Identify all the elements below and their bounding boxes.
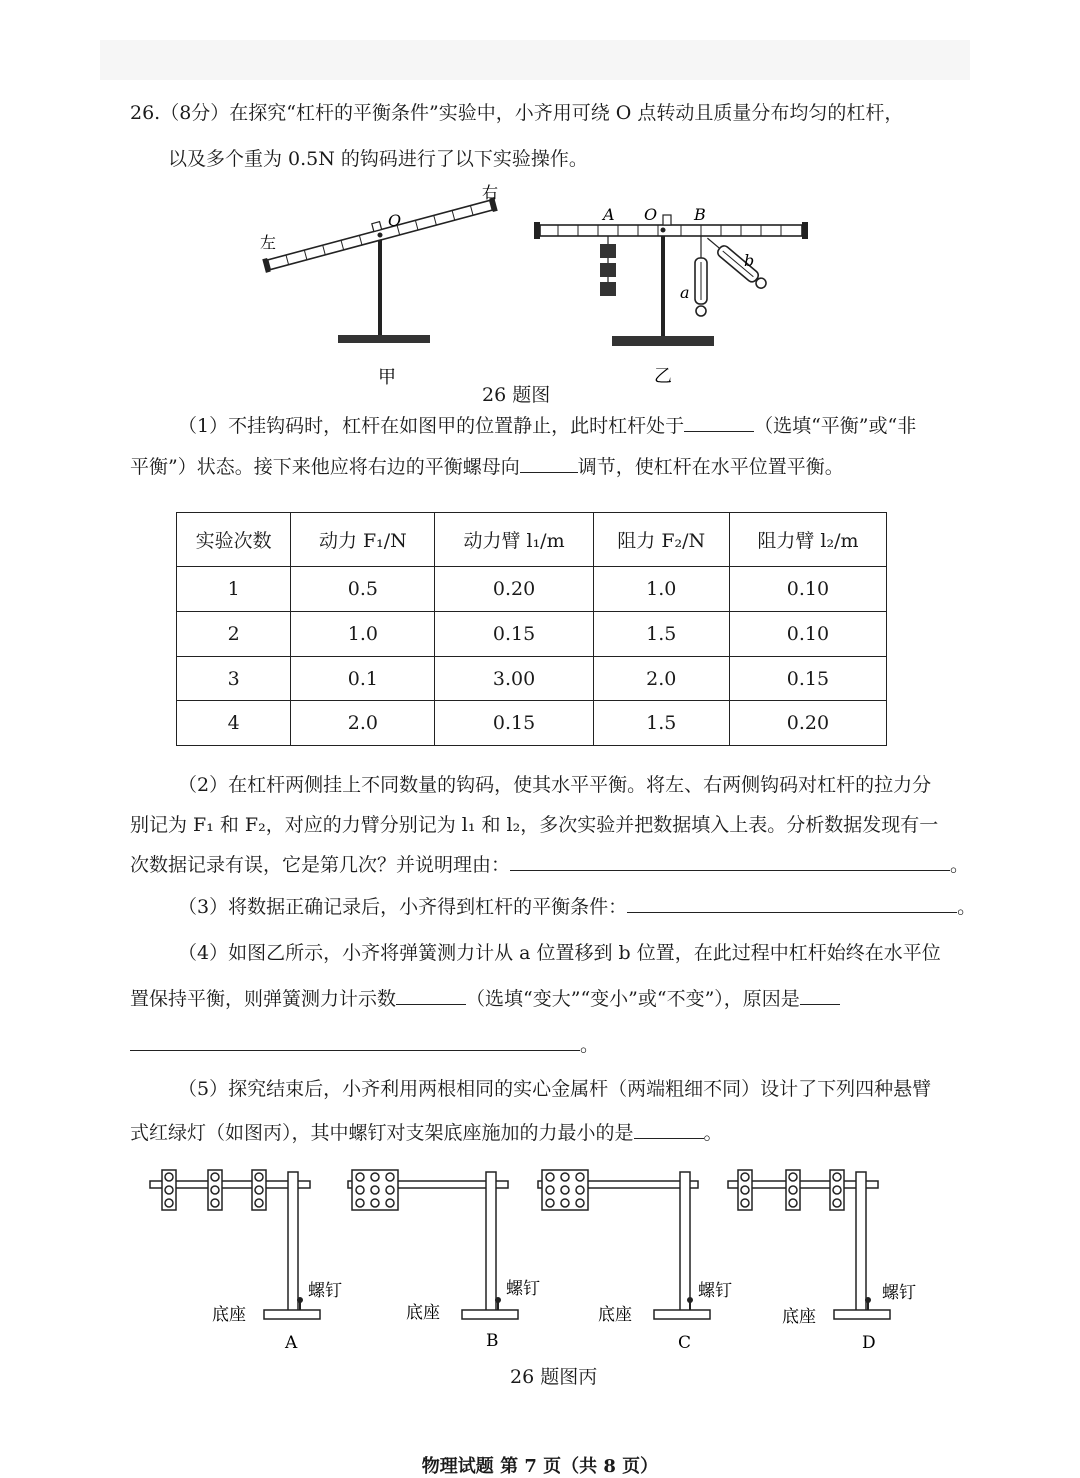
part5-line2 [130,1120,960,1146]
traffic-light-option-a [150,1170,320,1319]
table-cell: 1.5 [593,612,729,657]
table-cell: 0.20 [435,567,593,612]
part2-line2: 别记为 F₁ 和 F₂，对应的力臂分别记为 l₁ 和 l₂，多次实验并把数据填入上表。分析数据发现有一 [130,814,939,836]
screw-label: 螺钉 [308,1281,342,1301]
part3-line1 [178,894,1008,920]
part1-line2 [130,454,960,480]
right-label: 右 [482,183,499,202]
figure-yi [526,200,816,390]
table-header: 阻力 F₂/N [593,513,729,567]
part4-text2b: （选填“变大”“变小”或“不变”），原因是 [466,988,800,1010]
figure-jia [250,180,520,395]
table-header: 动力 F₁/N [291,513,435,567]
part3-text1: （3）将数据正确记录后，小齐得到杠杆的平衡条件： [178,896,628,918]
table-cell: 0.1 [291,656,435,701]
jia-label: 甲 [378,367,396,388]
screw-label: 螺钉 [698,1281,732,1301]
table-cell: 1.0 [291,612,435,657]
part1-text2b: 调节，使杠杆在水平位置平衡。 [577,456,844,478]
answer-blank-8[interactable] [634,1120,704,1139]
table-cell: 0.15 [729,656,886,701]
hook-weights [600,236,616,296]
part4-line2 [130,986,960,1012]
answer-blank-5[interactable] [396,986,466,1005]
part5-end: 。 [703,1122,723,1144]
part5-line1: （5）探究结束后，小齐利用两根相同的实心金属杆（两端粗细不同）设计了下列四种悬臂 [178,1078,932,1100]
table-cell: 1.5 [593,701,729,746]
part4-text2a: 置保持平衡，则弹簧测力计示数 [130,988,397,1010]
answer-blank-3[interactable] [510,852,950,871]
base-label: 底座 [598,1305,632,1325]
table-cell: 1.0 [593,567,729,612]
part1-text1b: （选填“平衡”或“非 [754,415,917,437]
answer-blank-2[interactable] [520,454,578,473]
answer-blank-1[interactable] [684,413,754,432]
table-header-row [177,513,887,567]
traffic-light-option-c [538,1170,710,1319]
table-row [177,612,887,657]
base-label: 底座 [212,1305,246,1325]
answer-blank-7[interactable] [130,1032,580,1051]
part4-line1: （4）如图乙所示，小齐将弹簧测力计从 a 位置移到 b 位置，在此过程中杠杆始终在水平位 [178,942,941,964]
table-cell: 2.0 [291,701,435,746]
part3-end: 。 [957,896,977,918]
table-cell: 2 [177,612,291,657]
traffic-light-option-b [348,1170,518,1319]
table-header: 动力臂 l₁/m [435,513,593,567]
base-label: 底座 [782,1307,816,1327]
table-row [177,656,887,701]
part2-text3: 次数据记录有误，它是第几次？并说明理由： [130,854,511,876]
figure-bing [140,1160,916,1360]
part2-end: 。 [950,854,970,876]
table-row [177,567,887,612]
part1-line1 [178,413,1008,439]
spring-scale-b [704,234,769,291]
screw-label: 螺钉 [506,1279,540,1299]
part1-text2a: 平衡”）状态。接下来他应将右边的平衡螺母向 [130,456,520,478]
table-cell: 3 [177,656,291,701]
table-cell: 0.15 [435,701,593,746]
screw-label: 螺钉 [882,1283,916,1303]
stand-base-yi [612,336,714,346]
left-label: 左 [260,233,277,252]
part4-end: 。 [580,1034,600,1056]
part4-line3 [130,1032,960,1058]
traffic-light-option-d [728,1170,890,1319]
page-footer: 物理试题 第 7 页（共 8 页） [421,1456,659,1477]
table-cell: 4 [177,701,291,746]
data-table [176,512,887,746]
spring-a-label: a [680,283,690,302]
base-label: 底座 [406,1303,440,1323]
table-cell: 0.15 [435,612,593,657]
table-cell: 0.10 [729,567,886,612]
figure1-caption: 26 题图 [482,384,551,406]
table-cell: 0.5 [291,567,435,612]
spring-b-label: b [744,251,755,270]
question-intro-line2: 以及多个重为 0.5N 的钩码进行了以下实验操作。 [168,148,588,170]
option-label: B [486,1331,499,1351]
part2-line1: （2）在杠杆两侧挂上不同数量的钩码，使其水平平衡。将左、右两侧钩码对杠杆的拉力分 [178,774,932,796]
table-row [177,701,887,746]
scan-band [100,40,970,80]
part5-text2a: 式红绿灯（如图丙），其中螺钉对支架底座施加的力最小的是 [130,1122,634,1144]
table-cell: 0.20 [729,701,886,746]
horizontal-lever [540,225,802,236]
table-header: 阻力臂 l₂/m [729,513,886,567]
answer-blank-4[interactable] [627,894,957,913]
part2-line3 [130,852,970,878]
spring-scale-a [695,236,707,316]
point-a-label: A [603,205,615,224]
table-cell: 1 [177,567,291,612]
answer-blank-6[interactable] [800,986,840,1005]
table-cell: 3.00 [435,656,593,701]
yi-label: 乙 [654,366,672,387]
point-o-label: O [644,205,658,224]
pivot-label-jia: O [388,211,402,230]
option-label: C [678,1333,692,1353]
figure2-caption: 26 题图丙 [510,1366,598,1388]
option-label: A [285,1333,298,1353]
table-header: 实验次数 [177,513,291,567]
table-cell: 0.10 [729,612,886,657]
question-intro-line1: 26.（8分）在探究“杠杆的平衡条件”实验中，小齐用可绕 O 点转动且质量分布均匀的杠杆， [130,102,904,124]
point-b-label: B [694,205,706,224]
stand-base [338,335,430,343]
part1-text1: （1）不挂钩码时，杠杆在如图甲的位置静止，此时杠杆处于 [178,415,685,437]
table-cell: 2.0 [593,656,729,701]
option-label: D [862,1333,876,1353]
